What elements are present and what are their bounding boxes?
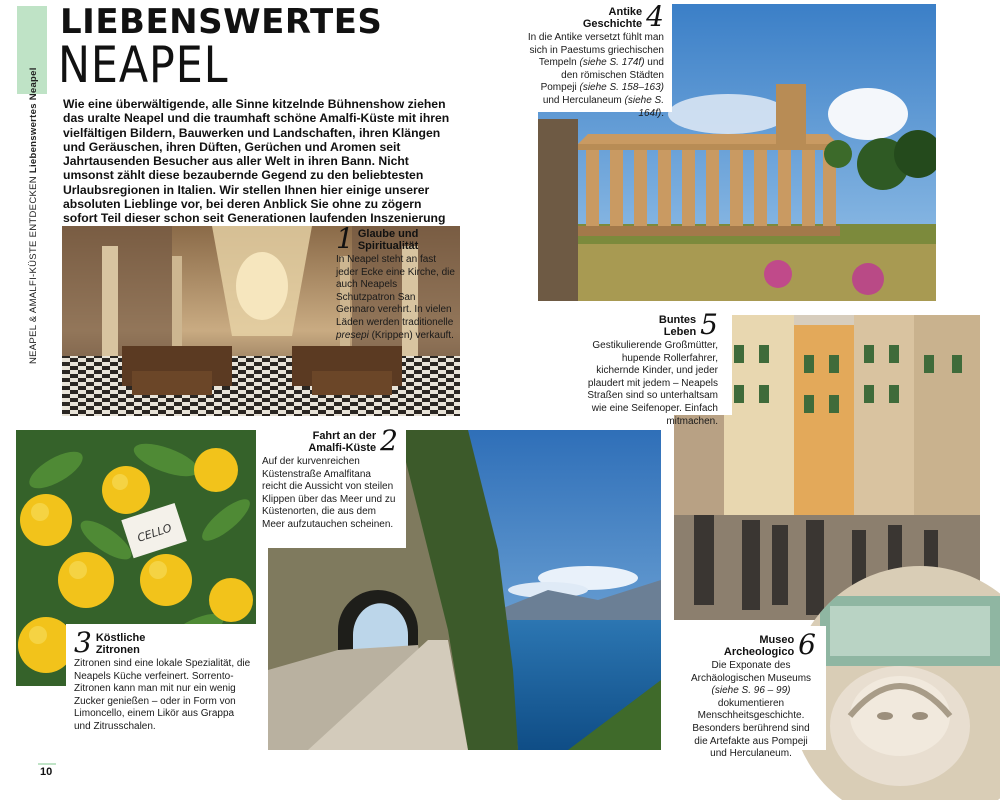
page-title-line2: NEAPEL xyxy=(58,36,229,94)
feature-2-title-line1: Fahrt an der xyxy=(312,430,377,442)
feature-1-number: 1 xyxy=(336,222,354,255)
section-side-label xyxy=(28,67,39,364)
feature-5-text: Gestikulierende Großmütter, hupende Rollerfahrer, kichernde Kinder, und jeder plaudert mit jedem – Neapels Straßen sind so unterhaltsam wie eine Seifenoper. Einfach mitmachen. xyxy=(587,340,718,427)
lemon-tag-text: CELLO xyxy=(135,521,174,545)
feature-3 xyxy=(74,626,252,734)
feature-1 xyxy=(336,222,456,342)
page-title-line1: LIEBENSWERTES xyxy=(60,2,383,42)
side-label-prefix: NEAPEL & AMALFI-KÜSTE ENTDECKEN xyxy=(28,176,39,364)
feature-4-title-line1: Antike xyxy=(608,6,643,18)
page-number-rule xyxy=(38,763,56,765)
feature-2-text: Auf der kurvenreichen Küstenstraße Amalfitana reicht die Aussicht von steilen Klippen über das Meer und zu Küstenorten, die aus dem Meer aufzutauchen scheinen. xyxy=(262,456,396,530)
feature-5-number: 5 xyxy=(700,308,718,341)
feature-6-text: Die Exponate des Archäologischen Museums (siehe S. 96 – 99) dokumentieren Menschheitsgeschichte. Besonders berührend sind die Artefakte aus Pompeji und Herculaneum. xyxy=(690,660,812,760)
feature-1-text: In Neapel steht an fast jeder Ecke eine Kirche, die auch Neapels Schutzpatron San Gennaro verehrt. In vielen Läden werden traditionelle presepi (Krippen) verkauft. xyxy=(336,254,455,341)
page-number: 10 xyxy=(40,766,53,778)
feature-4 xyxy=(524,0,664,120)
intro-paragraph: Wie eine überwältigende, alle Sinne kitzelnde Bühnenshow ziehen das uralte Neapel und die traumhaft schöne Amalfi-Küste mit ihren vielfältigen Bildern, Bauwerken und Landschaften, ihren Klängen und Geräuschen, ihren Düften, Gerüchen und Aromen seit Jahrtausenden Besucher aus aller Welt in ihren Bann. Nicht umsonst zählt diese bezaubernde Gegend zu den beliebtesten Urlaubsregionen in Italien. Wir stellen Ihnen hier einige unserer absoluten Lieblinge vor, bei deren Anblick Sie ohne zu zögern sofort Teil dieser schon seit Generationen laufenden Inszenierung xyxy=(63,97,450,226)
feature-6 xyxy=(686,628,816,761)
feature-2-title-line2: Amalfi-Küste xyxy=(308,442,377,454)
side-label-bold: Liebenswertes Neapel xyxy=(28,67,39,174)
feature-3-text: Zitronen sind eine lokale Spezialität, die Neapels Küche verfeinert. Sorrento-Zitronen kann man mit nur ein wenig Zucker genießen – oder in Form von Limoncello, einem Likör aus Grappa und Zitrusschalen. xyxy=(74,658,251,732)
feature-5-title-line1: Buntes xyxy=(658,314,697,326)
feature-5-title-line2: Leben xyxy=(663,326,697,338)
feature-3-title-line1: Köstliche xyxy=(95,632,146,644)
feature-2 xyxy=(262,424,398,532)
feature-4-title-line2: Geschichte xyxy=(582,18,643,30)
feature-3-number: 3 xyxy=(74,626,92,659)
feature-4-text: In die Antike versetzt fühlt man sich in Paestums griechischen Tempeln (siehe S. 174f) und den römischen Städten Pompeji (siehe S. 158–163) und Herculaneum (siehe S. 164f). xyxy=(527,32,664,119)
feature-1-title-line2: Spiritualität xyxy=(357,240,419,252)
feature-6-title-line2: Archeologico xyxy=(723,646,795,658)
feature-4-number: 4 xyxy=(646,0,664,33)
feature-2-number: 2 xyxy=(380,424,398,457)
feature-6-title-line1: Museo xyxy=(759,634,795,646)
feature-5 xyxy=(578,308,718,428)
feature-6-number: 6 xyxy=(798,628,816,661)
feature-3-title-line2: Zitronen xyxy=(95,644,140,656)
feature-1-title-line1: Glaube und xyxy=(357,228,419,240)
